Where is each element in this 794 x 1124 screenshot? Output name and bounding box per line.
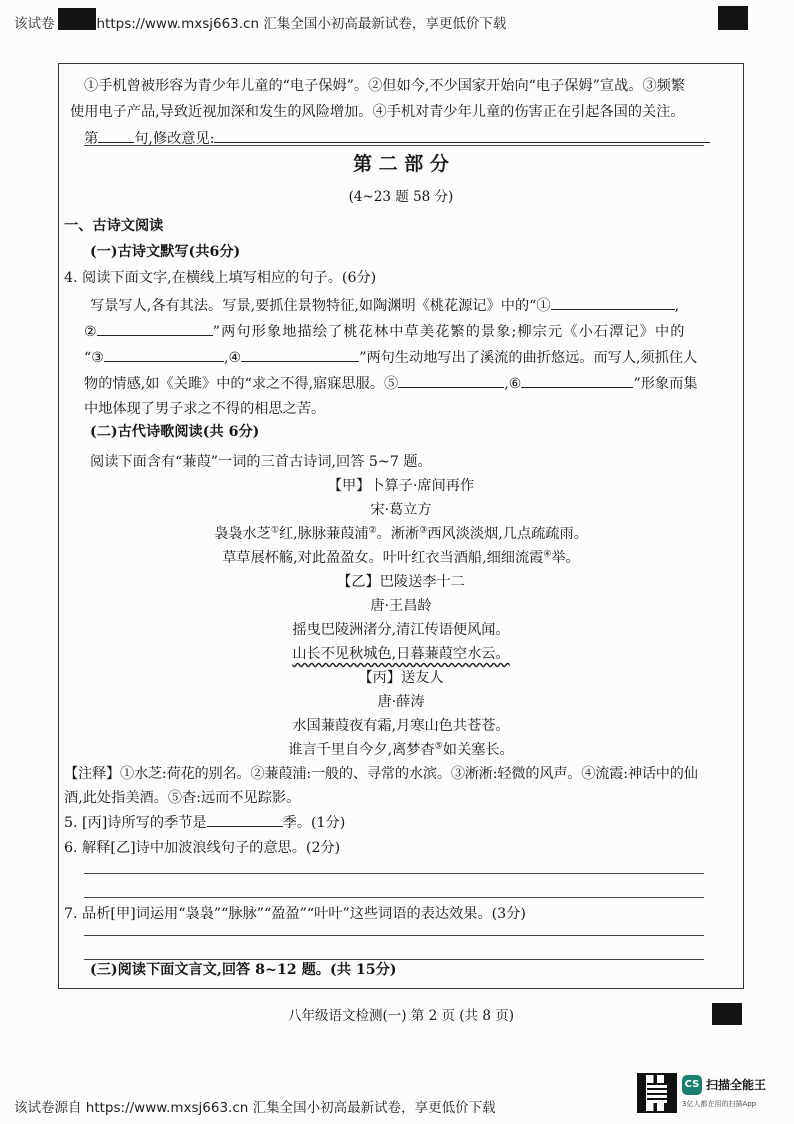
poem-jia-line-2: 草草展杯觞,对此盈盈女。叶叶红衣当酒船,细细流霞④举。	[222, 549, 580, 566]
subsection-title-3: (三)阅读下面文言文,回答 8~12 题。(共 15分)	[90, 962, 397, 978]
wavy-underlined-line: 山长不见秋城色,日暮蒹葭空水云。	[292, 646, 510, 662]
qr-code-icon	[637, 1073, 677, 1113]
notes-line-2: 酒,此处指美酒。⑤杳:远而不见踪影。	[64, 790, 301, 806]
question-4: 4. 阅读下面文字,在横线上填写相应的句子。(6分)	[64, 270, 377, 286]
q4-para-line-5: 中地体现了男子求之不得的相思之苦。	[84, 401, 326, 417]
poem-yi-line-1: 摇曳巴陵洲渚分,清江传语便风闻。	[292, 622, 510, 638]
question-6: 6. 解释[乙]诗中加波浪线句子的意思。(2分)	[64, 840, 341, 856]
notes-line-1: 【注释】①水芝:荷花的别名。②蒹葭浦:一般的、寻常的水滨。③淅淅:轻微的风声。④流霞:神话中的仙	[64, 766, 698, 782]
poem-yi-title: 【乙】巴陵送李十二	[337, 574, 465, 590]
q4-para-line-4: 物的情感,如《关雎》中的“求之不得,寤寐思服。⑤ ,⑥ ”形象而集	[84, 372, 697, 393]
banner-prefix: 该试卷	[14, 16, 55, 32]
q4-para-line-3: “③ ,④ ”两句生动地写出了溪流的曲折悠远。而写人,须抓住人	[84, 346, 697, 367]
scanner-tagline: 3亿人都在用的扫描App	[682, 1100, 757, 1108]
blank-2[interactable]	[97, 320, 213, 336]
answer-line-q6-2[interactable]	[84, 897, 704, 898]
answer-suffix: 句,修改意见:	[134, 131, 215, 147]
answer-prefix: 第	[84, 131, 99, 147]
blank-3[interactable]	[104, 346, 224, 362]
subsection-title-2: (二)古代诗歌阅读(共 6分)	[90, 424, 260, 440]
poem-yi-line-2	[58, 643, 744, 663]
blank-6[interactable]	[521, 372, 633, 388]
poem-bing-title: 【丙】送友人	[358, 670, 444, 686]
poems-intro: 阅读下面含有“蒹葭”一词的三首古诗词,回答 5~7 题。	[90, 454, 432, 470]
question-5: 5. [丙]诗所写的季节是 季。(1分)	[64, 811, 345, 832]
page-footer: 八年级语文检测(一) 第 2 页 (共 8 页)	[288, 1008, 514, 1024]
section-title: 一、古诗文阅读	[64, 218, 164, 234]
season-blank[interactable]	[207, 811, 283, 827]
source-banner-bottom: 该试卷源自 https://www.mxsj663.cn 汇集全国小初高最新试卷，享更低价下载	[14, 1100, 496, 1116]
redaction-block	[58, 8, 96, 30]
blank-1[interactable]	[551, 294, 675, 310]
poem-jia-title: 【甲】卜算子·席间再作	[327, 478, 475, 494]
note-mark-2: ②	[368, 525, 377, 536]
answer-line-q7-1[interactable]	[84, 935, 704, 936]
revision-blank[interactable]	[214, 127, 710, 143]
note-mark-5: ⑤	[434, 741, 443, 752]
corner-mark-bottom	[712, 1003, 742, 1025]
blank-5[interactable]	[398, 372, 504, 388]
question-7: 7. 品析[甲]词运用“袅袅”“脉脉”“盈盈”“叶叶”这些词语的表达效果。(3分)	[64, 906, 526, 922]
scanner-app-name: 扫描全能王	[706, 1078, 767, 1092]
camscanner-logo-icon: CS	[682, 1075, 702, 1095]
answer-line-q6-1[interactable]	[84, 873, 704, 874]
note-mark-1: ①	[270, 525, 279, 536]
corner-mark-top	[718, 6, 748, 30]
note-mark-3: ③	[419, 525, 428, 536]
poem-bing-line-2: 谁言千里自今夕,离梦杳⑤如关塞长。	[288, 741, 514, 758]
note-mark-4: ④	[543, 549, 552, 560]
poem-jia-line-1: 袅袅水芝①红,脉脉蒹葭浦②。淅淅③西风淡淡烟,几点疏疏雨。	[214, 525, 588, 542]
poem-jia-author: 宋·葛立方	[370, 502, 432, 518]
q4-para-line-2: ② ”两句形象地描绘了桃花林中草美花繁的景象;柳宗元《小石潭记》中的	[84, 320, 686, 341]
top-question-line-2: 使用电子产品,导致近视加深和发生的风险增加。④手机对青少年儿童的伤害正在引起各国的关注。	[70, 104, 685, 120]
sentence-number-blank[interactable]	[98, 127, 134, 143]
blank-4[interactable]	[241, 346, 359, 362]
part-range: (4~23 题 58 分)	[348, 189, 454, 205]
q4-para-line-1: 写景写人,各有其法。写景,要抓住景物特征,如陶渊明《桃花源记》中的“① ,	[90, 294, 679, 315]
subsection-title-1: (一)古诗文默写(共6分)	[90, 244, 241, 260]
poem-bing-author: 唐·薛涛	[377, 694, 425, 710]
answer-line	[84, 145, 704, 146]
poem-yi-author: 唐·王昌龄	[370, 598, 432, 614]
poem-bing-line-1: 水国蒹葭夜有霜,月寒山色共苍苍。	[292, 718, 510, 734]
part-title: 第 二 部 分	[353, 153, 449, 175]
top-question-line-1: ①手机曾被形容为青少年儿童的“电子保姆”。②但如今,不少国家开始向“电子保姆”宣战。③频繁	[84, 78, 686, 94]
banner-text: https://www.mxsj663.cn 汇集全国小初高最新试卷，享更低价下载	[96, 16, 507, 32]
